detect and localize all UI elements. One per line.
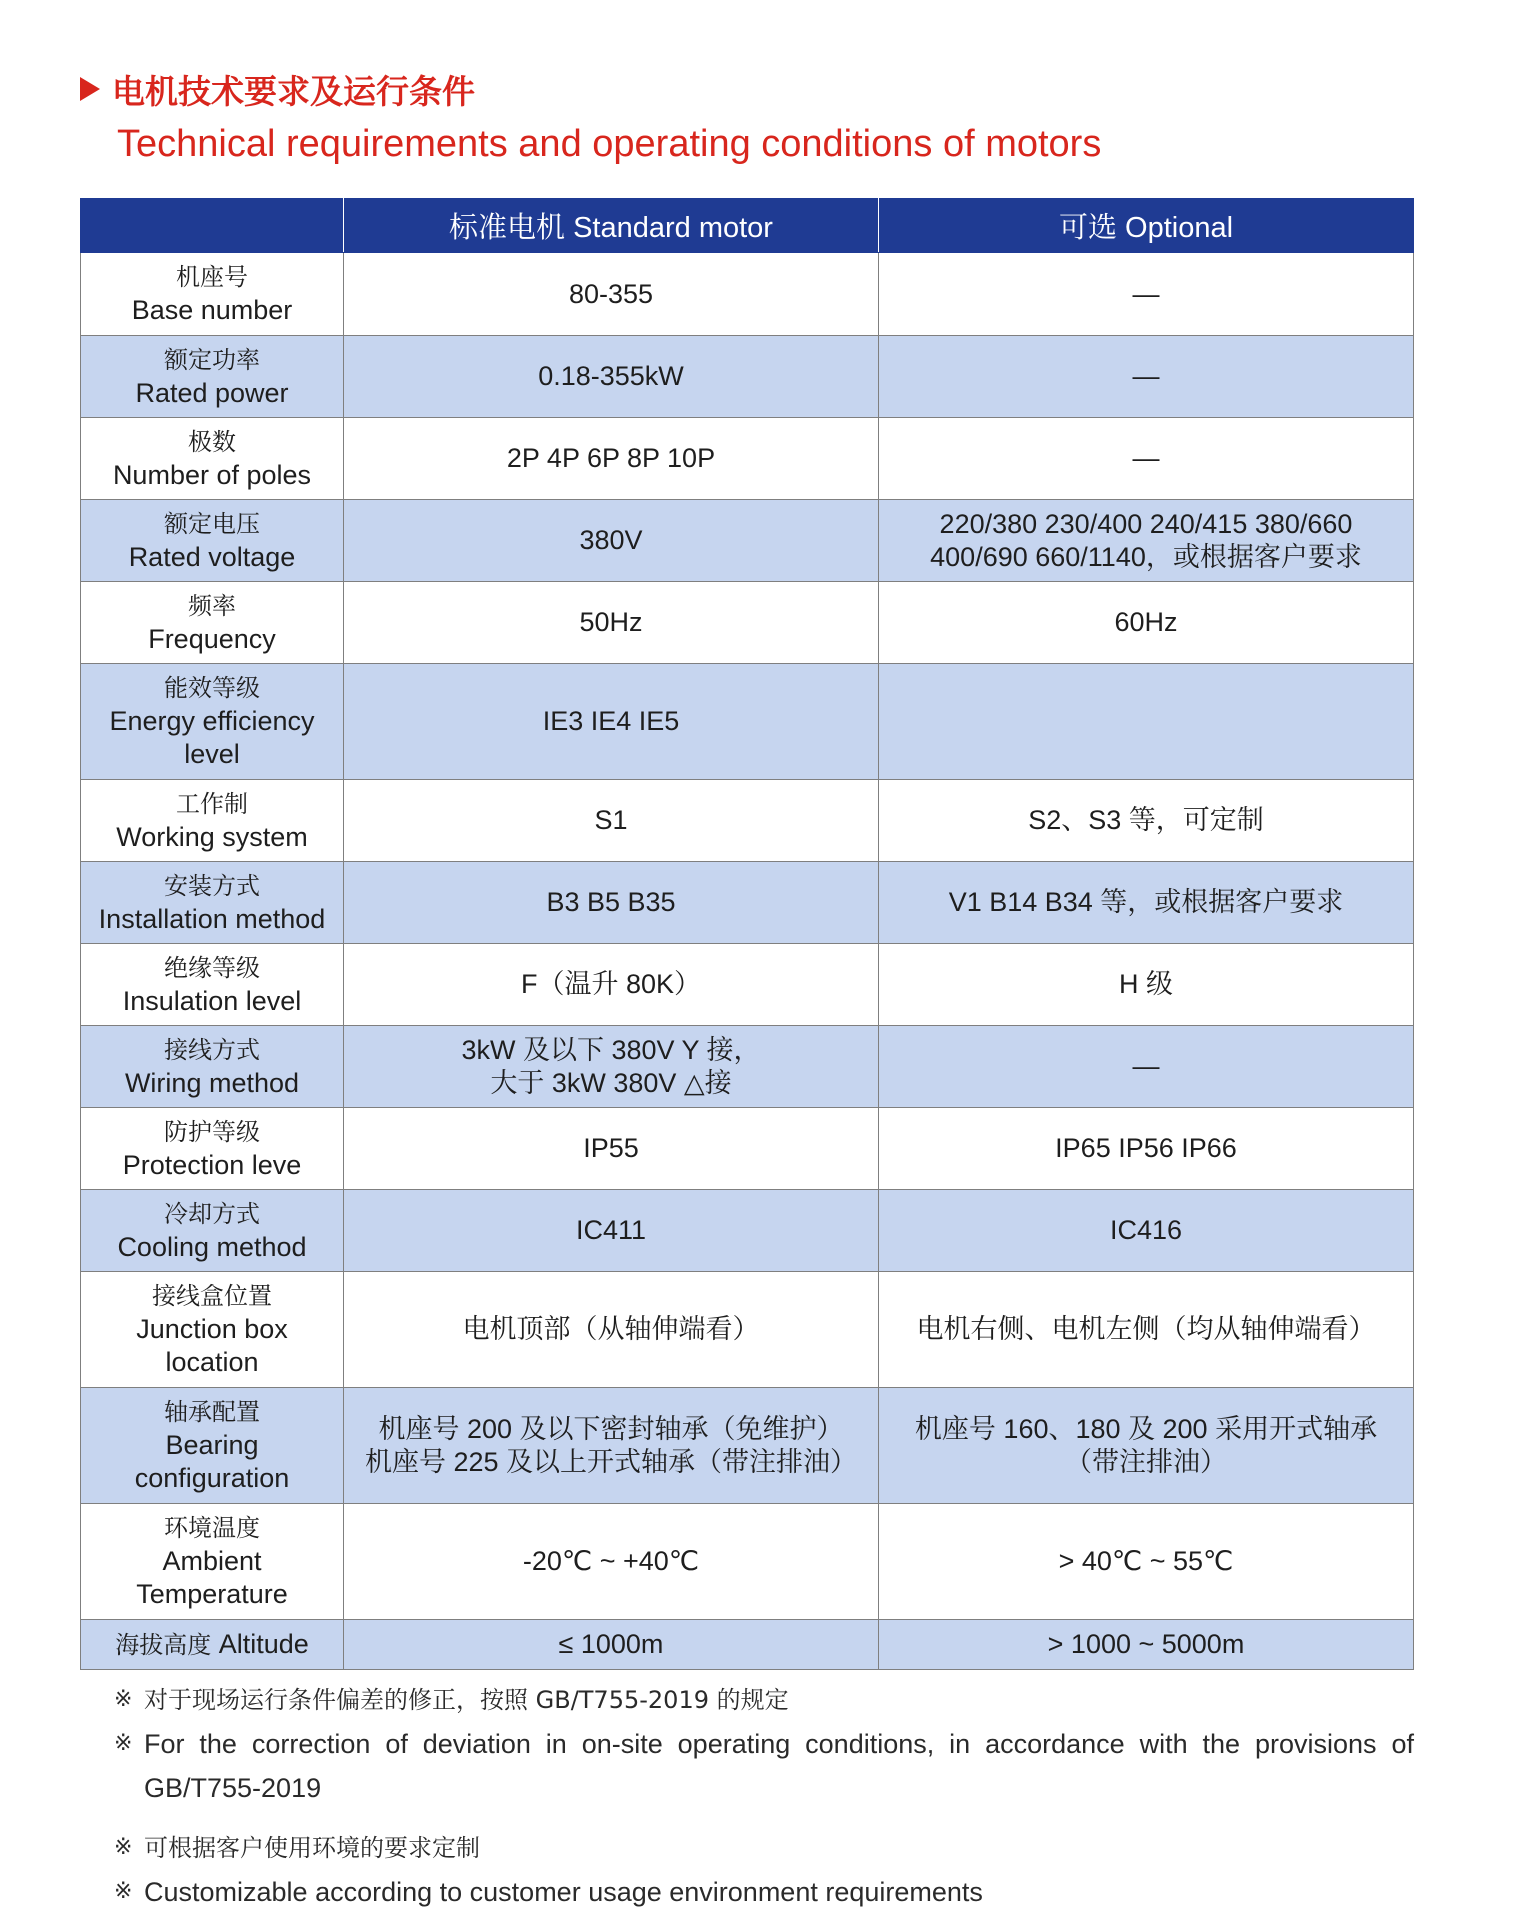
param-cell — [81, 582, 344, 664]
standard-value-cell — [344, 1620, 879, 1670]
spec-table — [80, 198, 1414, 1670]
param-cn-label: 安装方式 — [164, 871, 260, 900]
table-row — [81, 1272, 1414, 1388]
note-mark-icon: ※ — [114, 1835, 133, 1860]
standard-value-line: 50Hz — [579, 607, 643, 637]
table-row — [81, 418, 1414, 500]
param-en-label: Rated power — [135, 377, 289, 408]
table-row — [81, 1504, 1414, 1620]
note-text: 可根据客户使用环境的要求定制 — [144, 1834, 480, 1862]
param-cn-label: 接线盒位置 — [152, 1282, 272, 1310]
note-mark-icon: ※ — [114, 1731, 133, 1756]
standard-value-line: 80-355 — [568, 278, 654, 309]
optional-value-line: IP65 IP56 IP66 — [1055, 1133, 1237, 1163]
table-body — [81, 253, 1414, 1670]
header-optional: 可选 Optional — [879, 199, 1414, 253]
notes-section — [114, 1678, 1414, 1914]
note-item — [114, 1722, 1414, 1810]
param-en-label: Ambient Temperature — [136, 1546, 288, 1609]
optional-value-cell — [879, 582, 1414, 664]
table-row — [81, 1190, 1414, 1272]
note-item — [114, 1826, 1414, 1870]
note-text: Customizable according to customer usage environment requirements — [144, 1877, 983, 1907]
optional-value-line: 60Hz — [1114, 607, 1178, 637]
standard-value-line: 机座号 200 及以下密封轴承（免维护） — [378, 1413, 844, 1444]
standard-value-line: 3kW 及以下 380V Y 接， — [461, 1034, 761, 1065]
param-en-label: Frequency — [148, 623, 276, 654]
note-text: For the correction of deviation in on-site operating conditions, in accordance with the provisions of GB/T755-2019 — [144, 1729, 1414, 1803]
note-item — [114, 1678, 1414, 1722]
param-cn-label: 绝缘等级 — [164, 953, 260, 982]
param-cell — [81, 1620, 344, 1670]
standard-value-line: IP55 — [583, 1133, 639, 1163]
param-separator — [211, 1629, 219, 1659]
param-cn-label: 能效等级 — [164, 674, 260, 702]
standard-value-line: 机座号 225 及以上开式轴承（带注排油） — [364, 1446, 858, 1477]
title-cn: 电机技术要求及运行条件 — [112, 71, 475, 111]
title-en: Technical requirements and operating conditions of motors — [117, 123, 1102, 165]
param-en-label: Rated voltage — [128, 541, 296, 572]
table-row — [81, 664, 1414, 780]
table-row — [81, 253, 1414, 336]
optional-value-cell — [879, 780, 1414, 862]
param-cn-label: 防护等级 — [164, 1117, 260, 1146]
param-cn-label: 额定电压 — [164, 509, 260, 538]
param-en-label: Wiring method — [124, 1067, 300, 1098]
optional-value-line: 机座号 160、180 及 200 采用开式轴承 — [914, 1413, 1378, 1444]
optional-value-line: — — [1132, 1051, 1160, 1081]
optional-value-cell — [879, 1620, 1414, 1670]
optional-value-line: 电机右侧、电机左侧（均从轴伸端看） — [916, 1314, 1376, 1344]
table-row — [81, 1026, 1414, 1108]
param-en-label: Working system — [116, 821, 308, 852]
optional-value-line: 220/380 230/400 240/415 380/660 — [939, 508, 1353, 539]
optional-value-line: （带注排油） — [1065, 1446, 1227, 1477]
param-en-label: Altitude — [218, 1628, 309, 1659]
param-en-label: Installation method — [98, 903, 326, 934]
param-en-label: Energy efficiency level — [109, 706, 315, 769]
standard-value-cell — [344, 336, 879, 418]
optional-value-line: S2、S3 等，可定制 — [1028, 805, 1264, 835]
table-row — [81, 1108, 1414, 1190]
note-text: 对于现场运行条件偏差的修正，按照 GB/T755-2019 的规定 — [144, 1686, 789, 1714]
table-row — [81, 1388, 1414, 1504]
param-cell — [81, 1108, 344, 1190]
optional-value-line: > 40℃ ~ 55℃ — [1058, 1546, 1234, 1576]
param-cn-label: 轴承配置 — [164, 1398, 260, 1426]
standard-value-line: S1 — [594, 805, 628, 835]
optional-value-line: > 1000 ~ 5000m — [1047, 1629, 1245, 1659]
optional-value-cell — [879, 1190, 1414, 1272]
header-standard: 标准电机 Standard motor — [344, 199, 879, 253]
standard-value-line: B3 B5 B35 — [546, 887, 676, 917]
table-header-row — [81, 199, 1414, 253]
param-cell — [81, 1272, 344, 1388]
param-en-label: Junction box location — [136, 1314, 288, 1377]
optional-value-cell — [879, 1026, 1414, 1108]
standard-value-line: 电机顶部（从轴伸端看） — [462, 1314, 760, 1344]
optional-value-cell — [879, 944, 1414, 1026]
optional-value-line: H 级 — [1119, 969, 1173, 999]
param-cell — [81, 1190, 344, 1272]
standard-value-line: -20℃ ~ +40℃ — [522, 1546, 700, 1576]
header-param — [81, 199, 344, 253]
param-en-label: Insulation level — [122, 985, 302, 1016]
table-row — [81, 862, 1414, 944]
param-en-label: Number of poles — [112, 459, 312, 490]
standard-value-cell — [344, 780, 879, 862]
param-cn-label: 海拔高度 — [115, 1630, 212, 1659]
optional-value-line: — — [1132, 278, 1160, 309]
param-cell — [81, 664, 344, 780]
optional-value-cell — [879, 1272, 1414, 1388]
optional-value-cell — [879, 500, 1414, 582]
param-en-label: Base number — [131, 295, 293, 325]
standard-value-cell — [344, 418, 879, 500]
standard-value-cell — [344, 862, 879, 944]
note-mark-icon: ※ — [114, 1879, 133, 1904]
optional-value-line: — — [1132, 443, 1160, 473]
param-cn-label: 频率 — [188, 591, 236, 620]
standard-value-line: 380V — [579, 525, 643, 555]
optional-value-cell — [879, 664, 1414, 780]
optional-value-cell — [879, 1108, 1414, 1190]
param-cell — [81, 1388, 344, 1504]
param-en-label: Cooling method — [117, 1231, 307, 1262]
triangle-bullet-icon — [80, 77, 100, 101]
standard-value-line: IC411 — [575, 1215, 647, 1245]
param-cn-label: 额定功率 — [164, 345, 260, 374]
title-cn-row — [80, 62, 1420, 116]
param-en-label: Bearing configuration — [134, 1430, 290, 1493]
standard-value-line: F（温升 80K） — [520, 969, 702, 999]
standard-value-cell — [344, 1190, 879, 1272]
param-cn-label: 极数 — [188, 427, 236, 456]
param-cell — [81, 944, 344, 1026]
optional-value-cell — [879, 1504, 1414, 1620]
standard-value-cell — [344, 1388, 879, 1504]
optional-value-cell — [879, 253, 1414, 336]
param-cell — [81, 780, 344, 862]
standard-value-cell — [344, 253, 879, 336]
param-cell — [81, 500, 344, 582]
table-row — [81, 780, 1414, 862]
param-cn-label: 冷却方式 — [164, 1199, 260, 1228]
optional-value-cell — [879, 1388, 1414, 1504]
param-cn-label: 工作制 — [176, 789, 248, 818]
table-row — [81, 582, 1414, 664]
optional-value-line: IC416 — [1109, 1215, 1183, 1245]
table-row — [81, 944, 1414, 1026]
standard-value-cell — [344, 1026, 879, 1108]
optional-value-cell — [879, 418, 1414, 500]
standard-value-cell — [344, 1504, 879, 1620]
standard-value-cell — [344, 582, 879, 664]
standard-value-line: IE3 IE4 IE5 — [542, 706, 680, 736]
param-cell — [81, 1504, 344, 1620]
standard-value-line: 2P 4P 6P 8P 10P — [506, 443, 716, 473]
optional-value-line: — — [1132, 361, 1160, 391]
param-cell — [81, 862, 344, 944]
standard-value-cell — [344, 1272, 879, 1388]
param-cell — [81, 253, 344, 336]
param-cn-label: 接线方式 — [164, 1035, 260, 1064]
standard-value-cell — [344, 1108, 879, 1190]
param-cell — [81, 1026, 344, 1108]
table-row — [81, 1620, 1414, 1670]
note-mark-icon: ※ — [114, 1687, 133, 1712]
standard-value-cell — [344, 944, 879, 1026]
standard-value-cell — [344, 664, 879, 780]
optional-value-cell — [879, 336, 1414, 418]
optional-value-line: 400/690 660/1140，或根据客户要求 — [930, 541, 1362, 572]
optional-value-cell — [879, 862, 1414, 944]
param-inline — [91, 1628, 333, 1662]
standard-value-line: 0.18-355kW — [538, 361, 684, 391]
param-cell — [81, 336, 344, 418]
note-item — [114, 1870, 1414, 1914]
standard-value-line: ≤ 1000m — [558, 1629, 664, 1659]
optional-value-line: V1 B14 B34 等，或根据客户要求 — [948, 887, 1344, 917]
param-cn-label: 机座号 — [176, 263, 248, 291]
param-en-label: Protection leve — [122, 1149, 302, 1180]
standard-value-cell — [344, 500, 879, 582]
page-header — [80, 62, 1420, 170]
param-cn-label: 环境温度 — [164, 1514, 260, 1542]
table-row — [81, 336, 1414, 418]
table-row — [81, 500, 1414, 582]
standard-value-line: 大于 3kW 380V △接 — [490, 1067, 732, 1098]
param-cell — [81, 418, 344, 500]
